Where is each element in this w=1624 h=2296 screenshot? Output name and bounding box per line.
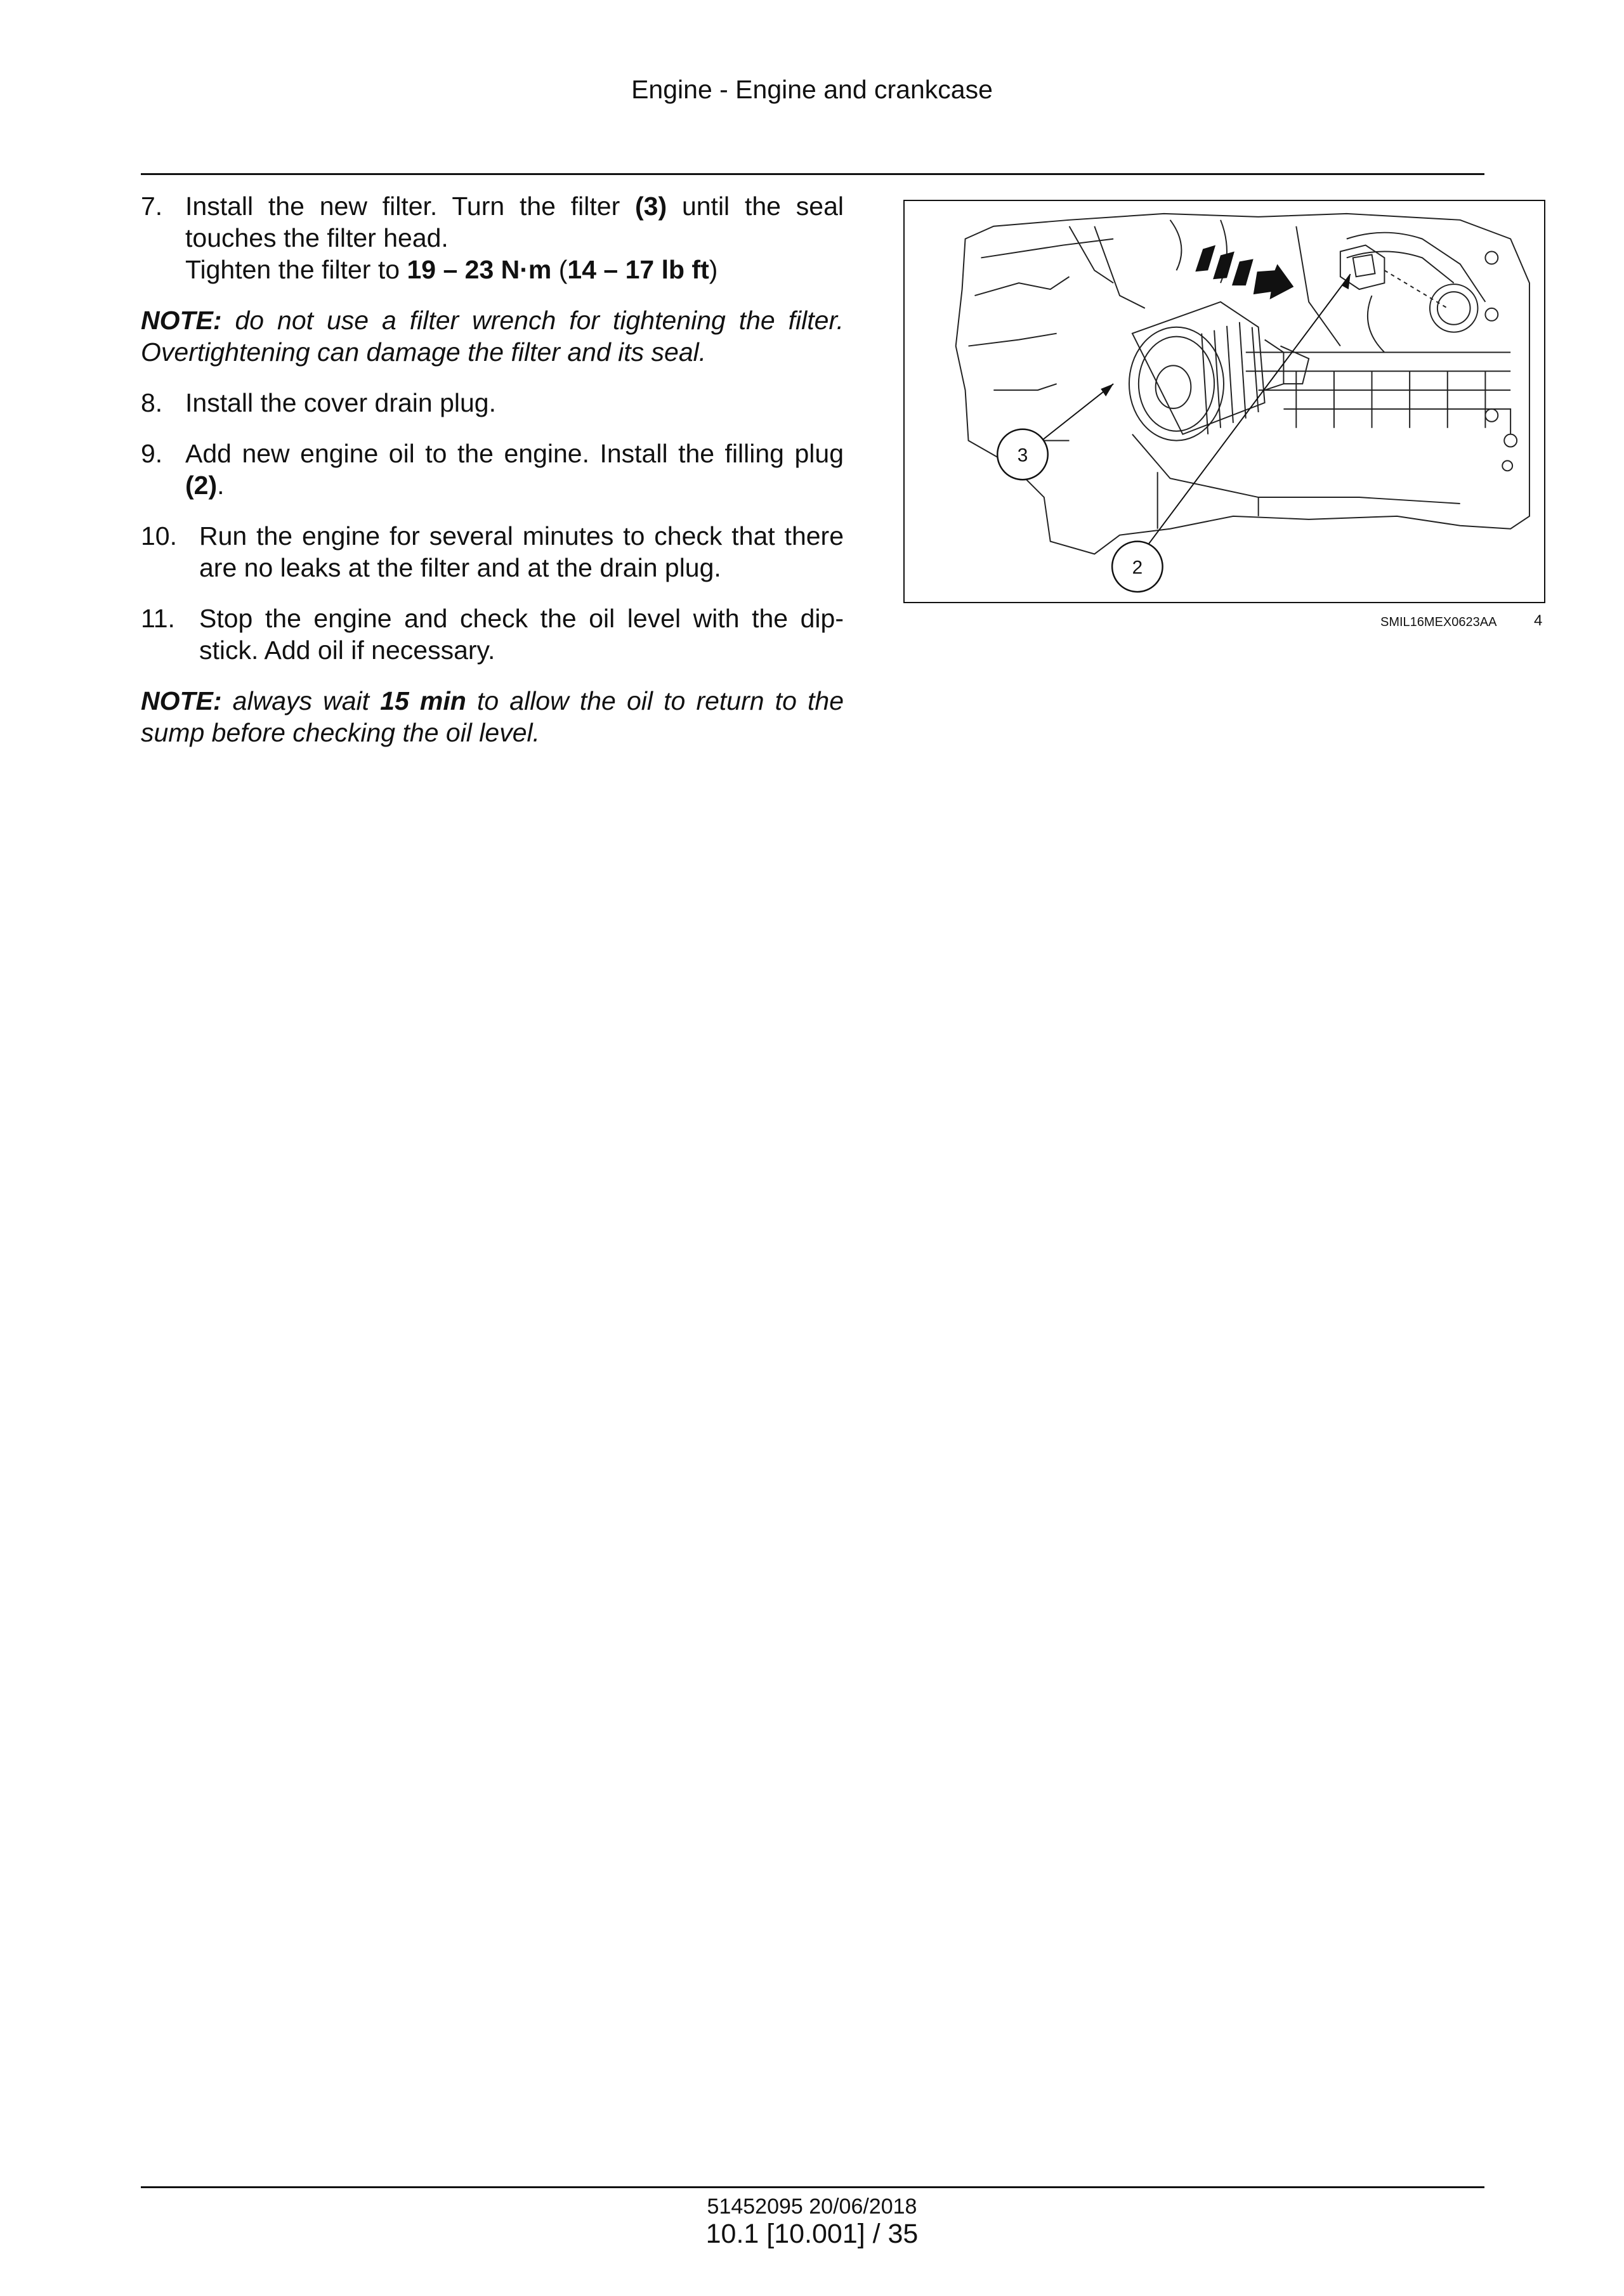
step-text: Stop the engine and check the oil level with the dip-stick. Add oil if necessary.: [199, 604, 844, 665]
engine-line-drawing: [905, 201, 1544, 602]
footer-rule: [141, 2186, 1484, 2188]
step-number: 10.: [141, 521, 177, 551]
callout-2: 2: [1132, 557, 1143, 578]
step-text: [185, 438, 844, 501]
step-7-torque-intro: Tighten the filter to: [185, 255, 407, 284]
callout-3: 3: [1017, 445, 1028, 466]
note-wait-time: [141, 685, 844, 748]
step-7-callout-ref: (3): [635, 192, 667, 221]
step-text: Install the cover drain plug.: [185, 388, 496, 417]
step-number: 8.: [141, 388, 163, 417]
step-10: [141, 520, 844, 584]
footer-doc-ref: 51452095 20/06/2018: [707, 2195, 917, 2219]
step-7: [141, 190, 844, 285]
note-label: NOTE:: [141, 686, 222, 715]
step-number: 7.: [141, 192, 163, 221]
step-7-torque-nm: 19 – 23 N·m: [407, 255, 552, 284]
step-8: [141, 387, 844, 419]
footer-page-ref: 10.1 [10.001] / 35: [705, 2219, 919, 2249]
instructions: [141, 190, 844, 767]
step-7-torque-lbft: 14 – 17 lb ft: [567, 255, 709, 284]
step-7-text-b: until the seal touches the filter head.: [185, 192, 844, 252]
note-wait-duration: 15 min: [380, 686, 466, 715]
step-11: [141, 603, 844, 666]
note-text-a: always wait: [221, 686, 381, 715]
step-number: 11.: [141, 604, 175, 633]
page-header-title: Engine - Engine and crankcase: [631, 75, 993, 104]
step-9-text-a: Add new engine oil to the engine. Install the filling plug: [185, 439, 844, 468]
step-7-paren-open: (: [551, 255, 568, 284]
figure-image-id: SMIL16MEX0623AA: [1380, 615, 1497, 629]
note-filter-wrench: [141, 304, 844, 368]
step-7-text-a: Install the new filter. Turn the filter: [185, 192, 636, 221]
step-7-paren-close: ): [709, 255, 718, 284]
note-text: do not use a filter wrench for tightening the filter. Overtightening can damage the filter and its seal.: [141, 306, 844, 367]
note-text-b: to allow the oil to return to the sump before checking the oil level.: [141, 686, 844, 747]
step-9-callout-ref: (2): [185, 471, 218, 500]
note-label: NOTE:: [141, 306, 222, 335]
step-number: 9.: [141, 439, 163, 468]
engine-oil-filter-illustration: [903, 200, 1545, 603]
step-text: Run the engine for several minutes to check that there are no leaks at the filter and at the drain plug.: [199, 521, 844, 582]
step-9-text-b: .: [217, 471, 225, 500]
step-text: [185, 190, 844, 285]
step-9: [141, 438, 844, 501]
figure-number: 4: [1534, 612, 1543, 629]
header-rule: [141, 173, 1484, 175]
